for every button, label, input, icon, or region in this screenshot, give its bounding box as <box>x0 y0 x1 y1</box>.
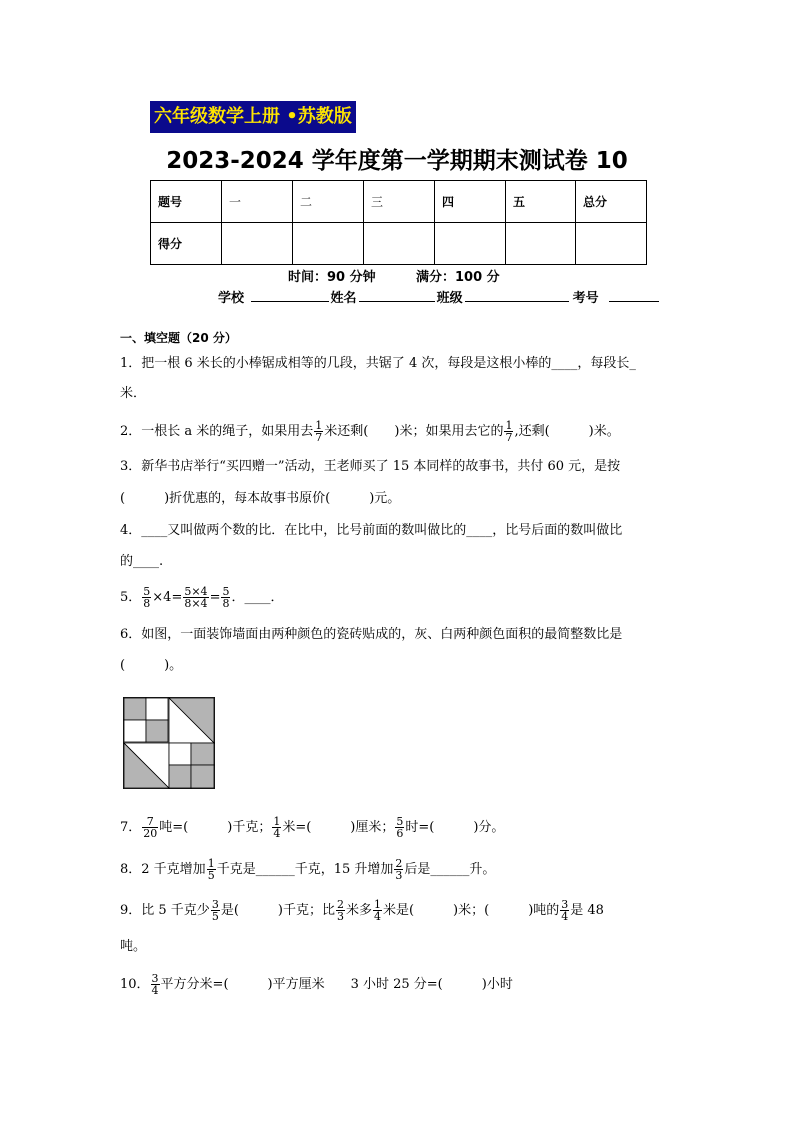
question-4-line2: 的____. <box>120 554 164 569</box>
q-text: ．____． <box>231 590 284 605</box>
table-cell: 四 <box>435 181 506 223</box>
q-text: 10． <box>120 977 150 992</box>
fraction: $\frac{5}{6}$ <box>396 815 404 840</box>
q-text: 吨=( )千克； <box>159 820 272 835</box>
question-6-line2: ( )。 <box>120 658 183 673</box>
question-3-line1: 3．新华书店举行“买四赠一”活动，王老师买了 15 本同样的故事书，共付 60 元，是按 <box>120 459 621 474</box>
table-cell: 总分 <box>576 181 647 223</box>
table-cell: 一 <box>222 181 293 223</box>
fraction: $\frac{5}{8}$ <box>143 585 151 610</box>
q-text: 2．一根长 a 米的绳子，如果用去 <box>120 424 314 439</box>
fraction: $\frac{5}{8}$ <box>222 585 230 610</box>
time-info: 时间：90 分钟 <box>288 270 376 285</box>
fraction: $\frac{1}{7}$ <box>505 419 513 444</box>
score-cell[interactable] <box>435 223 506 265</box>
q-text: ,还剩( )米。 <box>514 424 620 439</box>
question-8 <box>120 858 495 881</box>
question-1-line2: 米． <box>120 386 147 401</box>
white-tile <box>146 698 168 720</box>
question-4-line1: 4．____又叫做两个数的比．在比中，比号前面的数叫做比的____，比号后面的数叫做比 <box>120 523 623 538</box>
fraction: $\frac{2}{3}$ <box>395 857 403 882</box>
q-text: 千克是______千克，15 升增加 <box>216 862 394 877</box>
white-tile <box>169 743 191 765</box>
q-text: 7． <box>120 820 142 835</box>
fraction: $\frac{3}{5}$ <box>211 898 219 923</box>
table-row <box>151 181 647 223</box>
fraction: $\frac{1}{7}$ <box>315 419 323 444</box>
edition-badge: 六年级数学上册 •苏教版 <box>150 101 356 133</box>
page-title: 2023-2024 学年度第一学期期末测试卷 10 <box>166 148 628 174</box>
section-heading: 一、填空题（20 分） <box>120 331 237 345</box>
score-cell[interactable] <box>364 223 435 265</box>
question-7 <box>120 816 504 839</box>
score-cell[interactable] <box>222 223 293 265</box>
fraction: $\frac{7}{20}$ <box>143 815 158 840</box>
fraction: $\frac{2}{3}$ <box>336 898 344 923</box>
name-label: 姓名 <box>330 291 357 306</box>
question-3-line2: ( )折优惠的，每本故事书原价( )元。 <box>120 491 401 506</box>
q-text: 平方分米=( )平方厘米 3 小时 25 分=( )小时 <box>160 977 513 992</box>
q-text: = <box>209 590 221 605</box>
question-9-line1 <box>120 899 604 922</box>
exam-no-blank[interactable] <box>609 301 659 302</box>
table-cell: 得分 <box>151 223 222 265</box>
student-info-line <box>218 287 659 306</box>
question-9-line2: 吨。 <box>120 939 147 954</box>
table-cell: 三 <box>364 181 435 223</box>
q-text: 是( )千克；比 <box>220 903 335 918</box>
name-blank[interactable] <box>359 301 435 302</box>
fraction: $\frac{1}{4}$ <box>373 898 381 923</box>
school-label: 学校 <box>218 291 245 306</box>
question-2 <box>120 420 620 443</box>
tile-wall-figure <box>123 697 215 789</box>
full-score-info: 满分：100 分 <box>416 270 500 285</box>
score-cell[interactable] <box>293 223 364 265</box>
question-1-line1: 1．把一根 6 米长的小棒锯成相等的几段，共锯了 4 次，每段是这根小棒的____，每段长_ <box>120 356 636 371</box>
table-cell: 五 <box>506 181 576 223</box>
q-text: 米多 <box>345 903 372 918</box>
q-text: 时=( )分。 <box>405 820 505 835</box>
class-label: 班级 <box>436 291 463 306</box>
white-tile <box>124 720 146 742</box>
q-text: 米是( )米；( )吨的 <box>382 903 560 918</box>
gray-tile <box>169 765 191 788</box>
q-text: 8．2 千克增加 <box>120 862 206 877</box>
q-text: 米还剩( )米；如果用去它的 <box>324 424 504 439</box>
class-blank[interactable] <box>465 301 569 302</box>
q-text: 米=( )厘米； <box>282 820 395 835</box>
question-6-line1: 6．如图，一面装饰墙面由两种颜色的瓷砖贴成的，灰、白两种颜色面积的最简整数比是 <box>120 627 623 642</box>
question-10 <box>120 973 513 996</box>
table-row <box>151 223 647 265</box>
q-text: 9．比 5 千克少 <box>120 903 210 918</box>
fraction: $\frac{3}{4}$ <box>561 898 569 923</box>
score-table <box>150 180 647 265</box>
table-cell: 题号 <box>151 181 222 223</box>
q-text: 是 48 <box>570 903 604 918</box>
gray-tile <box>124 698 146 720</box>
table-cell: 二 <box>293 181 364 223</box>
gray-tile <box>146 720 168 742</box>
exam-no-label: 考号 <box>572 291 599 306</box>
q-text: 5． <box>120 590 142 605</box>
fraction: $\frac{3}{4}$ <box>151 972 159 997</box>
school-blank[interactable] <box>251 301 329 302</box>
gray-tile <box>191 765 214 788</box>
score-cell[interactable] <box>576 223 647 265</box>
q-text: 后是______升。 <box>404 862 496 877</box>
fraction: $\frac{5\times 4}{8\times 4}$ <box>184 585 208 610</box>
score-cell[interactable] <box>506 223 576 265</box>
fraction: $\frac{1}{5}$ <box>207 857 215 882</box>
question-5 <box>120 586 283 609</box>
gray-tile <box>191 743 214 765</box>
q-text: ×4= <box>152 590 183 605</box>
fraction: $\frac{1}{4}$ <box>273 815 281 840</box>
